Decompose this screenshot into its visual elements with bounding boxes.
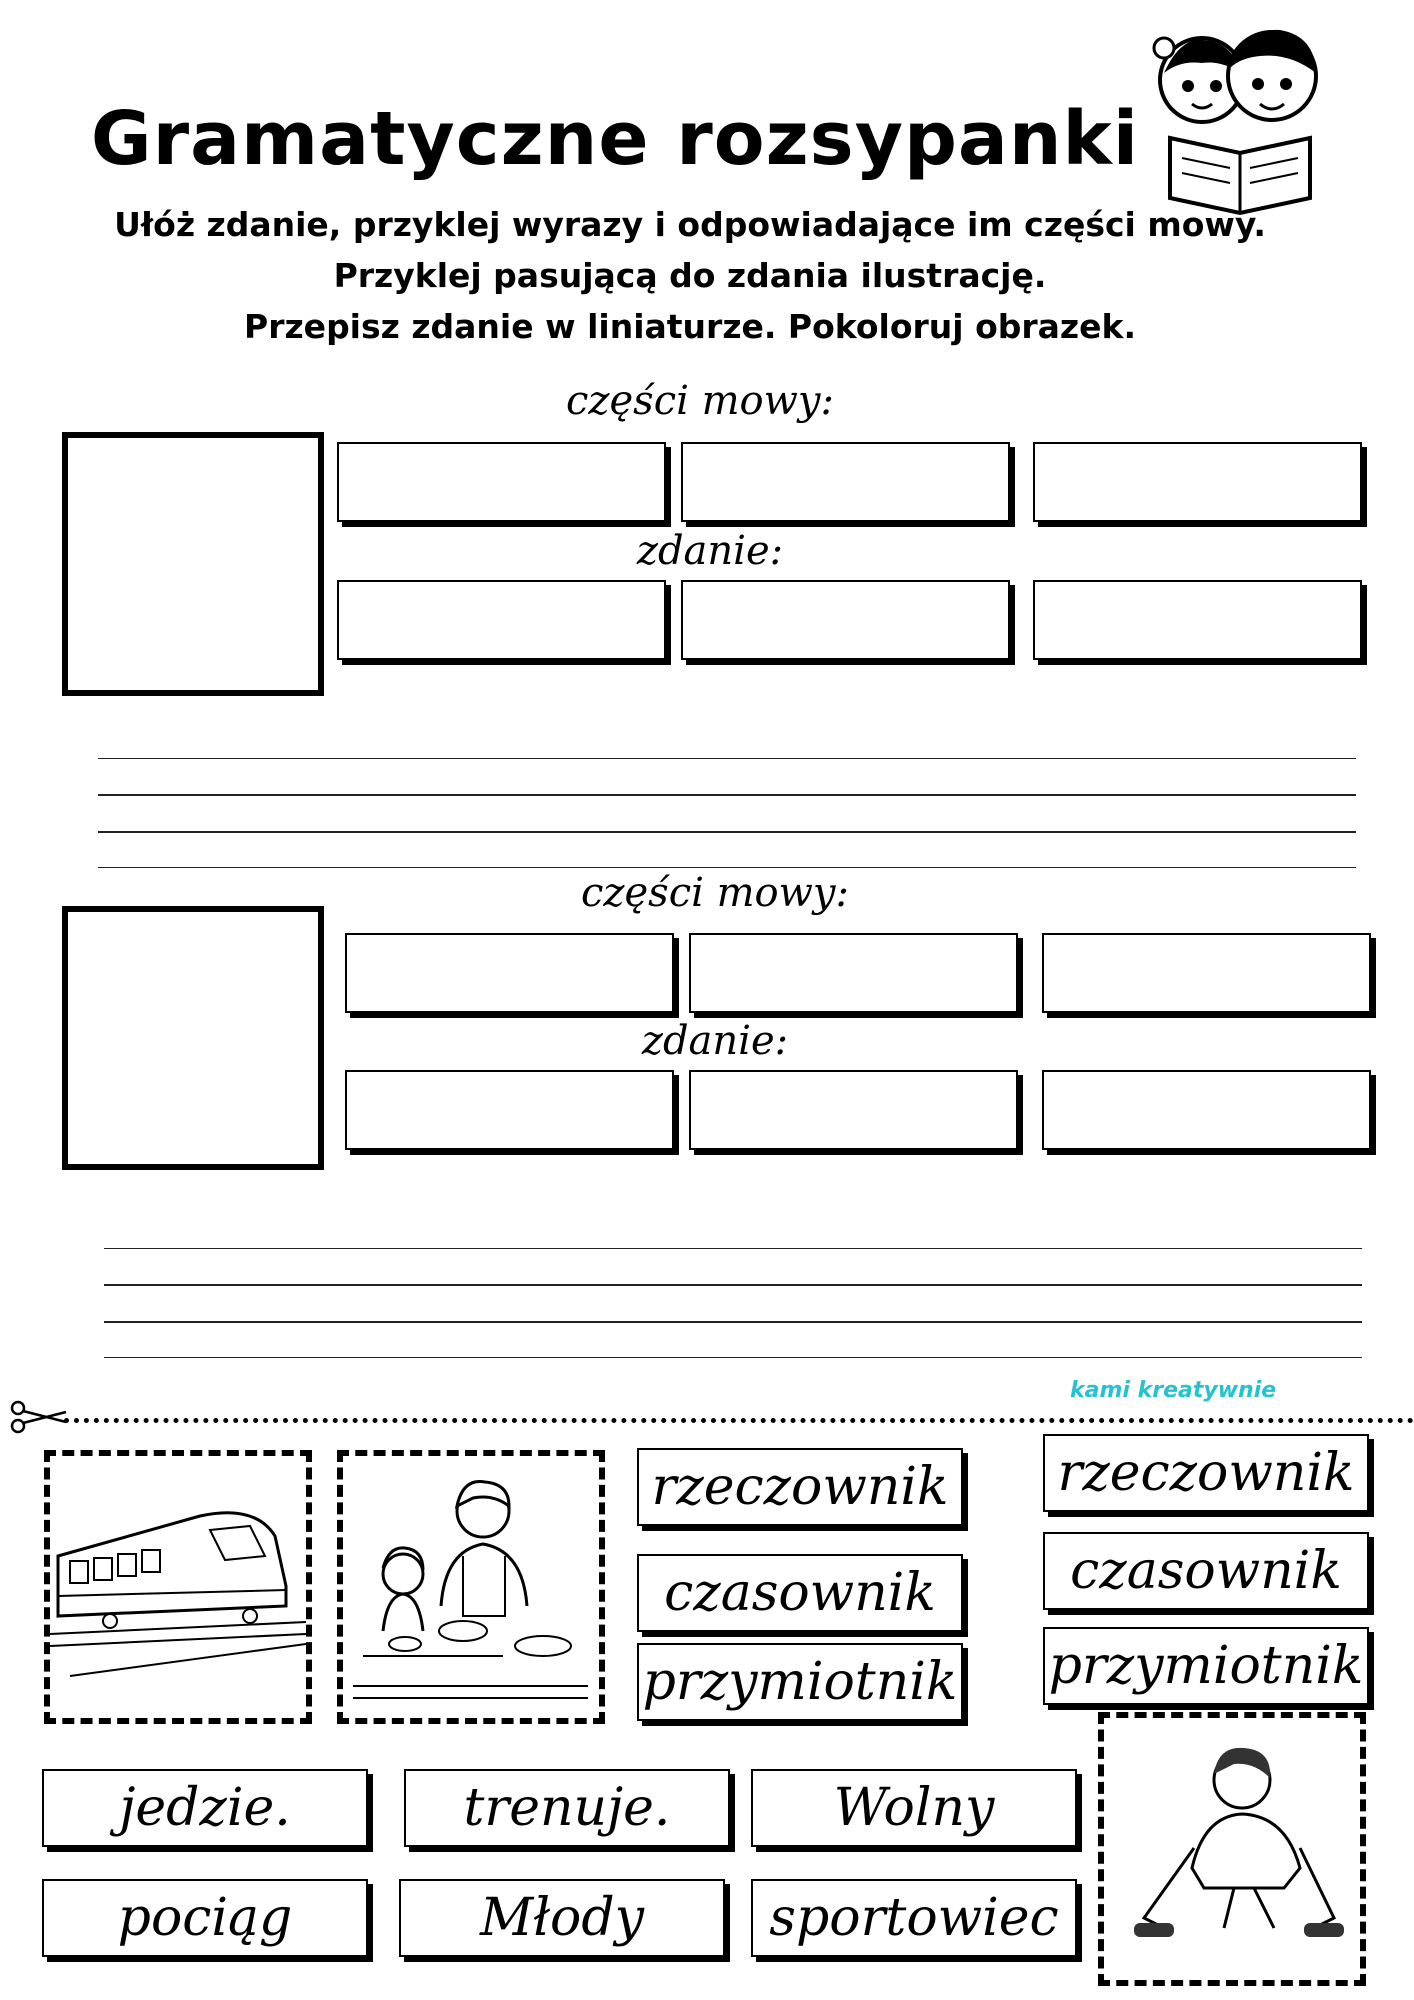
athlete-picture-card[interactable] [1098,1712,1366,1986]
train-icon [50,1456,306,1718]
pos-slot-1-3[interactable] [1033,442,1362,522]
scissors-icon [10,1400,70,1434]
parts-of-speech-label-2: części mowy: [581,870,849,916]
writing-line-2-1[interactable] [104,1248,1362,1249]
watermark: kami kreatywnie [1070,1378,1277,1403]
word-slot-2-3[interactable] [1042,1070,1371,1150]
writing-line-1-1[interactable] [98,758,1356,759]
writing-line-1-4[interactable] [98,867,1356,868]
word-slot-1-3[interactable] [1033,580,1362,660]
pos-slot-1-1[interactable] [337,442,666,522]
writing-line-2-2[interactable] [104,1284,1362,1286]
picture-slot-2[interactable] [62,906,324,1170]
sentence-label-1: zdanie: [636,528,784,574]
writing-line-2-3[interactable] [104,1321,1362,1323]
card-word-wolny[interactable]: Wolny [751,1769,1077,1847]
cooking-picture-card[interactable] [337,1450,605,1724]
card-word-jedzie[interactable]: jedzie. [42,1769,368,1847]
card-pos-verb-1[interactable]: czasownik [637,1554,963,1632]
cooking-family-icon [343,1456,599,1718]
pos-slot-2-2[interactable] [689,933,1018,1013]
card-word-pociag[interactable]: pociąg [42,1879,368,1957]
card-pos-verb-2[interactable]: czasownik [1043,1532,1369,1610]
cut-line [64,1418,1414,1423]
card-pos-adjective-1[interactable]: przymiotnik [637,1643,963,1721]
train-picture-card[interactable] [44,1450,312,1724]
writing-line-1-3[interactable] [98,831,1356,833]
page-title: Gramatyczne rozsypanki [90,96,1140,182]
instruction-line-1: Ułóż zdanie, przyklej wyrazy i odpowiadające im części mowy. [114,205,1266,244]
card-pos-noun-2[interactable]: rzeczownik [1043,1434,1369,1512]
card-pos-adjective-2[interactable]: przymiotnik [1043,1627,1369,1705]
instruction-line-2: Przyklej pasującą do zdania ilustrację. [333,256,1047,295]
word-slot-2-1[interactable] [345,1070,674,1150]
word-slot-1-2[interactable] [681,580,1010,660]
card-word-trenuje[interactable]: trenuje. [404,1769,730,1847]
card-pos-noun-1[interactable]: rzeczownik [637,1448,963,1526]
pos-slot-2-3[interactable] [1042,933,1371,1013]
writing-line-2-4[interactable] [104,1357,1362,1358]
instruction-line-3: Przepisz zdanie w liniaturze. Pokoloruj obrazek. [244,307,1136,346]
picture-slot-1[interactable] [62,432,324,696]
word-slot-2-2[interactable] [689,1070,1018,1150]
writing-line-1-2[interactable] [98,794,1356,796]
word-slot-1-1[interactable] [337,580,666,660]
pos-slot-2-1[interactable] [345,933,674,1013]
card-word-mlody[interactable]: Młody [399,1879,725,1957]
card-word-sportowiec[interactable]: sportowiec [751,1879,1077,1957]
pos-slot-1-2[interactable] [681,442,1010,522]
parts-of-speech-label-1: części mowy: [566,378,834,424]
athlete-pushup-icon [1104,1718,1360,1980]
sentence-label-2: zdanie: [641,1018,789,1064]
